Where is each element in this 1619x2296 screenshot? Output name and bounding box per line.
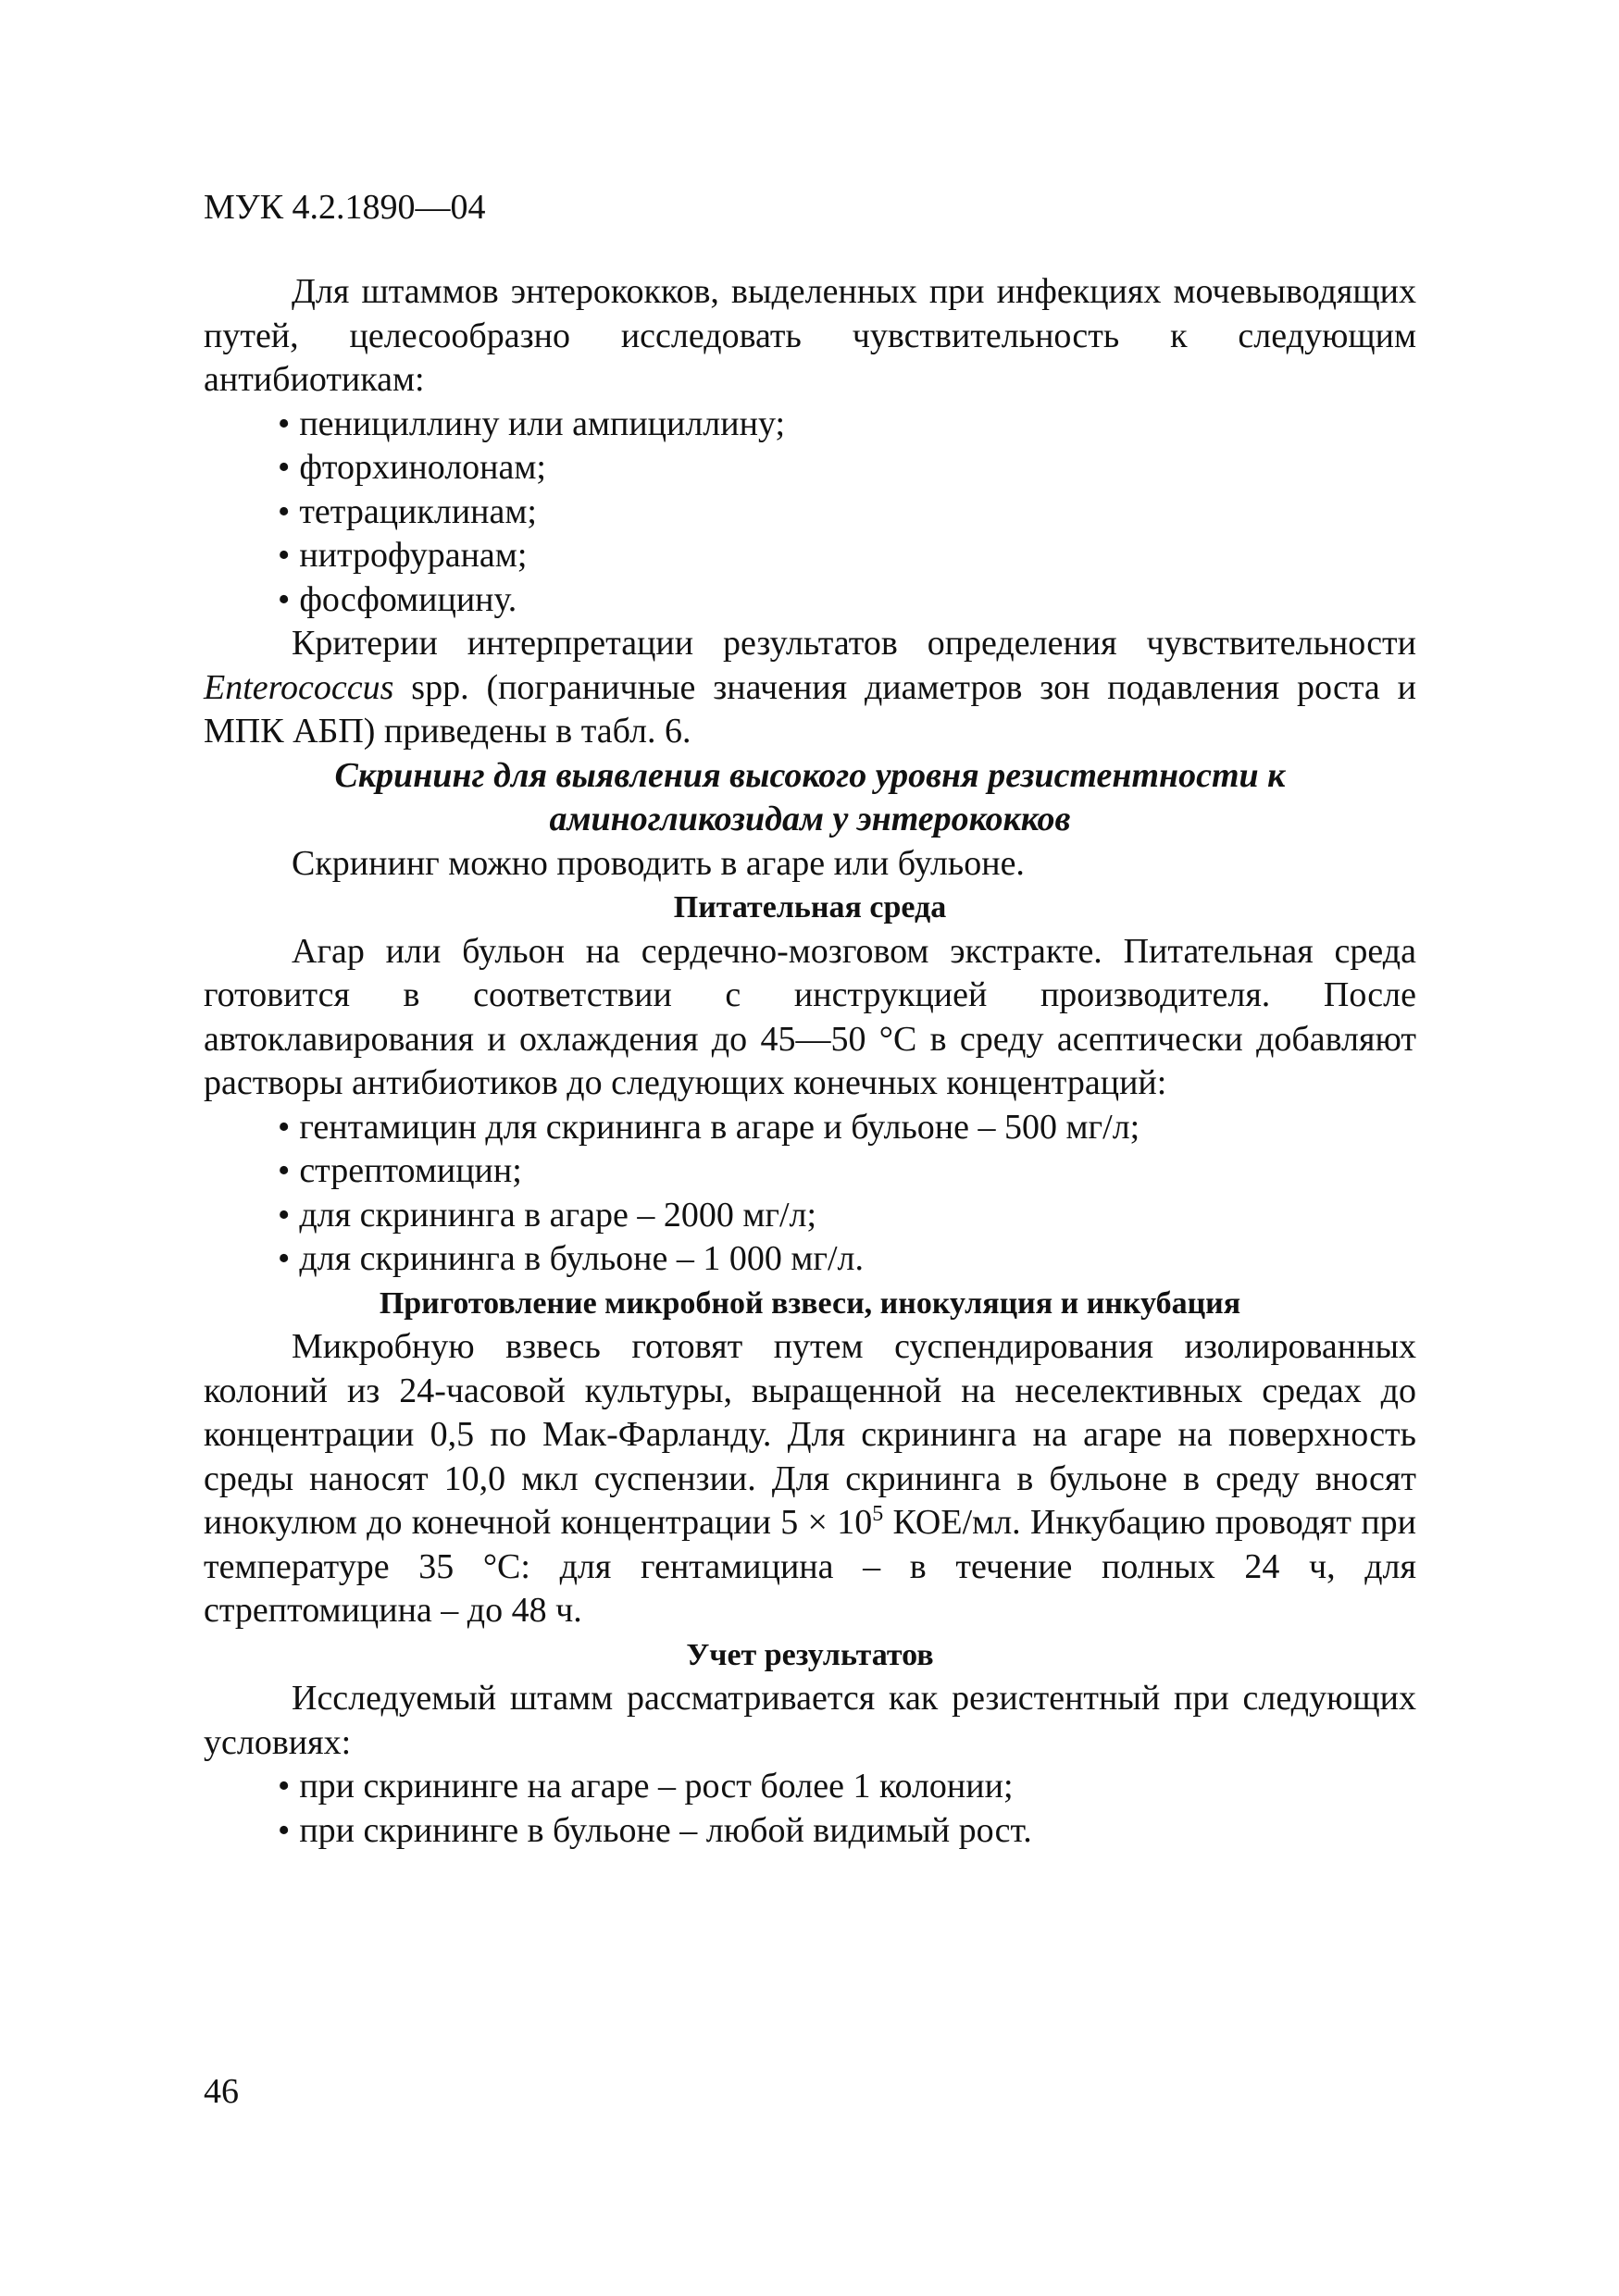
list-item: • гентамицин для скрининга в агаре и бульоне – 500 мг/л; [278,1107,1140,1147]
medium-paragraph: Агар или бульон на сердечно-мозговом экстракте. Питательная среда готовится в соответствии с инструкцией производителя. После автоклавирования и охлаждения до 45—50 °С в среду асептически добавляют растворы антибиотиков до следующих конечных концентраций: [204,931,1416,1102]
list-item: • фосфомицину. [278,579,517,619]
list-item: • при скрининге на агаре – рост более 1 колонии; [278,1767,1014,1806]
bullet-icon: • [278,1810,291,1850]
list-item: • для скрининга в агаре – 2000 мг/л; [278,1195,817,1235]
list-item: • стрептомицин; [278,1151,522,1190]
intro-paragraph: Для штаммов энтерококков, выделенных при инфекциях мочевыводящих путей, целесообразно исследовать чувствительность к следующим антибиотикам: [204,272,1416,399]
criteria-paragraph: Критерии интерпретации результатов определения чувствительности Enterococcus spp. (пограничные значения диаметров зон подавления роста и МПК АБП) приведены в табл. 6. [204,624,1416,751]
page-content [204,270,1416,1853]
list-item: • при скрининге в бульоне – любой видимый рост. [278,1810,1032,1850]
bullet-icon: • [278,579,291,619]
bullet-icon: • [278,1239,291,1278]
concentration-list [204,1106,1416,1282]
screening-paragraph: Скрининг можно проводить в агаре или бульоне. [292,843,1025,883]
bullet-icon: • [278,491,291,531]
bullet-icon: • [278,448,291,487]
bullet-icon: • [278,1151,291,1190]
inoculum-heading: Приготовление микробной взвеси, инокуляция и инкубация [379,1285,1241,1321]
inoculum-paragraph: Микробную взвесь готовят путем суспендирования изолированных колоний из 24-часовой культуры, выращенной на неселективных средах до концентрации 0,5 по Мак-Фарланду. Для скрининга на агаре на поверхность среды наносят 10,0 мкл суспензии. Для скрининга в бульоне в среду вносят инокулюм до конечной концентрации $5 \times 10^5$ КОЕ/мл. Инкубацию проводят при температуре 35 °С: для гентамицина – в течение полных 24 ч, для стрептомицина – до 48 ч. [204,1327,1416,1630]
bullet-icon: • [278,1107,291,1147]
bullet-icon: • [278,1767,291,1806]
list-item: • пенициллину или ампициллину; [278,403,786,443]
exponent: 5 [872,1502,884,1526]
results-heading: Учет результатов [686,1637,934,1672]
list-item: • для скрининга в бульоне – 1 000 мг/л. [278,1239,865,1278]
document-code-header: МУК 4.2.1890—04 [204,188,486,227]
page-number: 46 [204,2072,239,2111]
list-item: • нитрофуранам; [278,536,528,575]
list-item: • тетрациклинам; [278,491,537,531]
results-paragraph: Исследуемый штамм рассматривается как резистентный при следующих условиях: [204,1679,1416,1762]
results-list [204,1765,1416,1853]
genus-name: Enterococcus [204,667,394,707]
screening-heading: Скрининг для выявления высокого уровня резистентности к аминогликозидам у энтерококков [334,755,1286,838]
bullet-icon: • [278,1195,291,1235]
medium-heading: Питательная среда [673,890,947,925]
antibiotic-list [204,403,1416,623]
list-item: • фторхинолонам; [278,448,546,487]
bullet-icon: • [278,536,291,575]
bullet-icon: • [278,403,291,443]
